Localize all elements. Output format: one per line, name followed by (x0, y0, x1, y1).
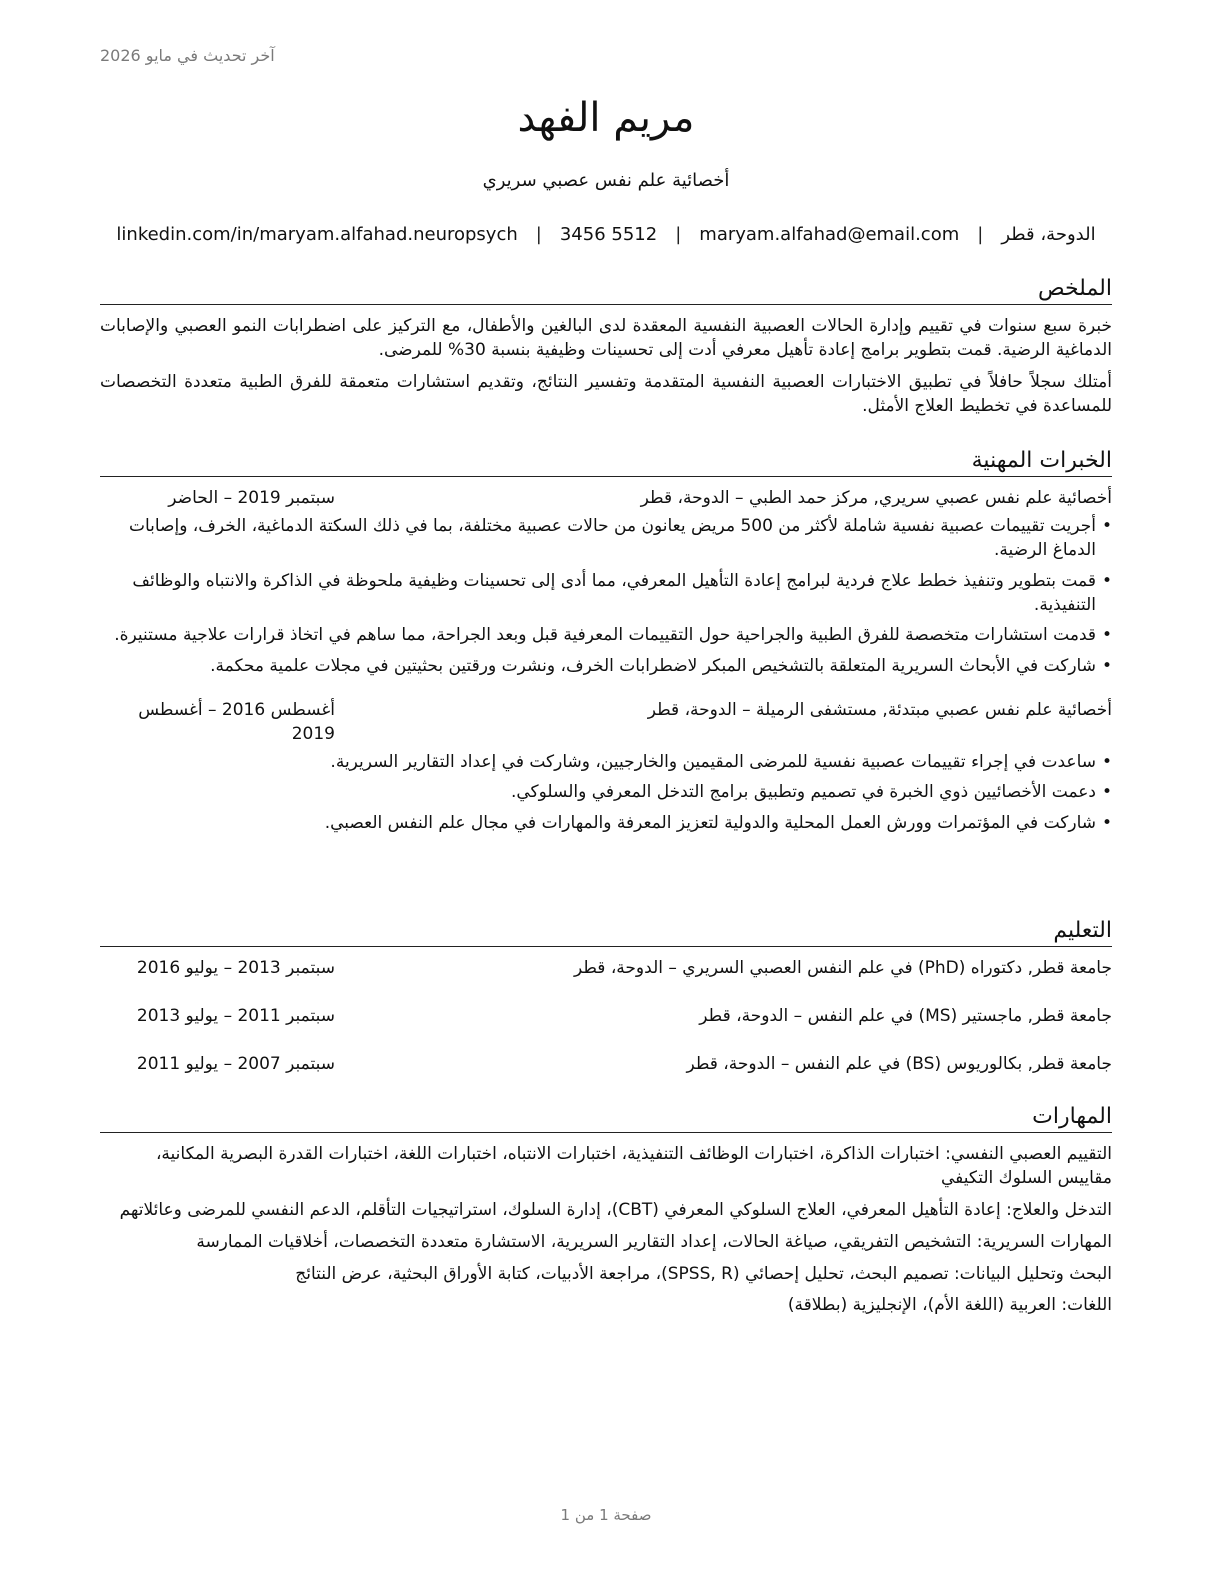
candidate-title: أخصائية علم نفس عصبي سريري (482, 170, 730, 191)
skill-line: اللغات: العربية (اللغة الأم)، الإنجليزية (بطلاقة) (787, 1295, 1112, 1316)
education-entry (100, 1053, 1112, 1077)
contact-separator: | (535, 224, 542, 245)
education-entry (100, 957, 1112, 981)
contact-line (100, 224, 1112, 245)
job-title: أخصائية علم نفس عصبي سريري, مركز حمد الطبي – الدوحة، قطر (640, 488, 1112, 509)
education-degree: جامعة قطر, ماجستير (MS) في علم النفس – الدوحة، قطر (699, 1006, 1112, 1027)
job-title: أخصائية علم نفس عصبي مبتدئة, مستشفى الرميلة – الدوحة، قطر (647, 699, 1112, 720)
job-bullet: • دعمت الأخصائيين ذوي الخبرة في تصميم وتطبيق برامج التدخل المعرفي والسلوكي. (100, 781, 1112, 805)
summary-paragraph: أمتلك سجلاً حافلاً في تطبيق الاختبارات العصبية النفسية المتقدمة وتفسير النتائج، وتقديم استشارات متعمقة للفرق الطبية متعددة التخصصات للمساعدة في تخطيط العلاج الأمثل. (100, 371, 1112, 416)
job-bullet: • قدمت استشارات متخصصة للفرق الطبية والجراحية حول التقييمات المعرفية قبل وبعد الجراحة، مما ساهم في اتخاذ قرارات علاجية مستنيرة. (100, 624, 1112, 648)
last-updated: آخر تحديث في مايو 2026 (100, 46, 275, 65)
job-dates: أغسطس 2016 – أغسطس 2019 (138, 699, 335, 744)
skills-section (100, 1104, 1112, 1326)
resume-page (100, 0, 1112, 1584)
skill-line: التدخل والعلاج: إعادة التأهيل المعرفي، العلاج السلوكي المعرفي (CBT)، إدارة السلوك، استراتيجيات التأقلم، الدعم النفسي للمرضى وعائلاتهم (119, 1199, 1112, 1220)
page-number: صفحة 1 من 1 (560, 1506, 652, 1524)
job-bullet: • شاركت في المؤتمرات وورش العمل المحلية والدولية لتعزيز المعرفة والمهارات في مجال علم النفس العصبي. (100, 812, 1112, 836)
education-dates: سبتمبر 2007 – يوليو 2011 (136, 1053, 335, 1074)
education-section (100, 918, 1112, 1101)
contact-email[interactable]: maryam.alfahad@email.com (699, 224, 960, 245)
summary-paragraph: خبرة سبع سنوات في تقييم وإدارة الحالات العصبية النفسية المعقدة لدى البالغين والأطفال، مع التركيز على اضطرابات النمو العصبي والإصابات الدماغية الرضية. قمت بتطوير برامج إعادة تأهيل معرفي أدت إلى تحسينات وظيفية بنسبة 30% للمرضى. (100, 316, 1112, 361)
candidate-name: مريم الفهد (517, 95, 695, 141)
contact-linkedin[interactable]: linkedin.com/in/maryam.alfahad.neuropsych (116, 224, 518, 245)
education-dates: سبتمبر 2013 – يوليو 2016 (136, 958, 335, 979)
summary-heading: الملخص (100, 276, 1112, 305)
education-entry (100, 1005, 1112, 1029)
skill-line: التقييم العصبي النفسي: اختبارات الذاكرة، اختبارات الوظائف التنفيذية، اختبارات الانتباه، اختبارات اللغة، اختبارات القدرة البصرية المكانية، مقاييس السلوك التكيفي (155, 1144, 1112, 1189)
contact-separator: | (675, 224, 682, 245)
summary-section (100, 276, 1112, 427)
education-dates: سبتمبر 2011 – يوليو 2013 (136, 1006, 335, 1027)
education-degree: جامعة قطر, بكالوريوس (BS) في علم النفس – الدوحة، قطر (686, 1053, 1112, 1074)
skill-line: البحث وتحليل البيانات: تصميم البحث، تحليل إحصائي (SPSS, R)، مراجعة الأدبيات، كتابة الأوراق البحثية، عرض النتائج (295, 1263, 1112, 1284)
job-bullet: • قمت بتطوير وتنفيذ خطط علاج فردية لبرامج إعادة التأهيل المعرفي، مما أدى إلى تحسينات وظيفية ملحوظة في الذاكرة والانتباه والوظائف التنفيذية. (100, 570, 1112, 618)
job-dates: سبتمبر 2019 – الحاضر (168, 488, 335, 509)
job-bullet: • شاركت في الأبحاث السريرية المتعلقة بالتشخيص المبكر لاضطرابات الخرف، ونشرت ورقتين بحثيتين في مجلات علمية محكمة. (100, 655, 1112, 679)
contact-location: الدوحة، قطر (1001, 224, 1096, 245)
education-degree: جامعة قطر, دكتوراه (PhD) في علم النفس العصبي السريري – الدوحة، قطر (573, 958, 1112, 979)
experience-section (100, 448, 1112, 843)
job-bullet: • ساعدت في إجراء تقييمات عصبية نفسية للمرضى المقيمين والخارجيين، وشاركت في إعداد التقارير السريرية. (100, 751, 1112, 775)
experience-heading: الخبرات المهنية (100, 448, 1112, 477)
skill-line: المهارات السريرية: التشخيص التفريقي، صياغة الحالات، إعداد التقارير السريرية، الاستشارة متعددة التخصصات، أخلاقيات الممارسة (196, 1231, 1112, 1252)
job-bullet: • أجريت تقييمات عصبية نفسية شاملة لأكثر من 500 مريض يعانون من حالات عصبية مختلفة، بما في ذلك السكتة الدماغية، الخرف، وإصابات الدماغ الرضية. (100, 515, 1112, 563)
education-heading: التعليم (100, 918, 1112, 947)
job-entry (100, 699, 1112, 836)
skills-heading: المهارات (100, 1104, 1112, 1133)
job-entry (100, 487, 1112, 679)
contact-phone[interactable]: 3456 5512 (559, 224, 658, 245)
contact-separator: | (977, 224, 984, 245)
